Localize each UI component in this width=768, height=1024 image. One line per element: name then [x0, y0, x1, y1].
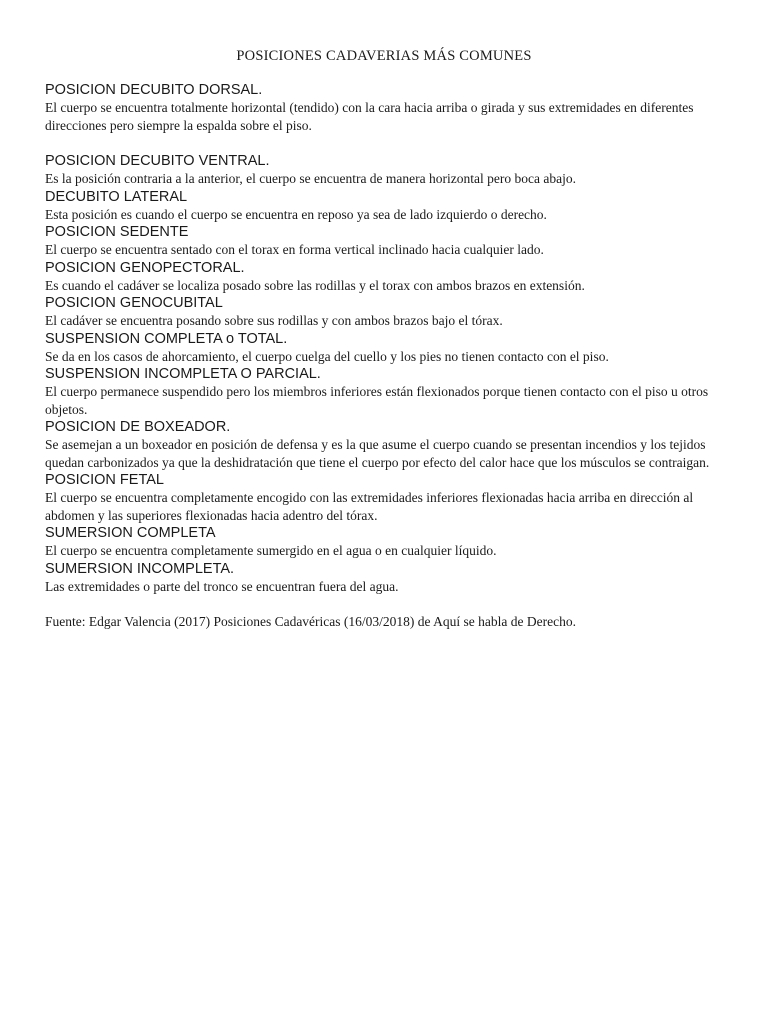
section-sumersion-incompleta: [45, 560, 730, 596]
section-heading: SUSPENSION COMPLETA o TOTAL.: [45, 330, 288, 347]
section-text: Es la posición contraria a la anterior, el cuerpo se encuentra de manera horizontal pero boca abajo.: [45, 171, 576, 186]
section-genopectoral: [45, 259, 730, 295]
section-boxeador: [45, 418, 730, 471]
section-heading: SUMERSION COMPLETA: [45, 525, 216, 541]
section-heading: POSICION FETAL: [45, 472, 164, 488]
document-body: [45, 81, 730, 631]
section-text: Es cuando el cadáver se localiza posado sobre las rodillas y el torax con ambos brazos en extensión.: [45, 277, 585, 293]
section-text: El cuerpo permanece suspendido pero los miembros inferiores están flexionados porque tienen contacto con el piso u otros objetos.: [45, 384, 709, 417]
section-text: El cuerpo se encuentra completamente sumergido en el agua o en cualquier líquido.: [45, 543, 497, 558]
section-text: Las extremidades o parte del tronco se encuentran fuera del agua.: [45, 578, 399, 594]
section-heading: POSICION DE BOXEADOR.: [45, 419, 231, 435]
section-heading: SUSPENSION INCOMPLETA O PARCIAL.: [45, 366, 321, 382]
section-heading: POSICION DECUBITO VENTRAL.: [45, 153, 270, 169]
section-heading: POSICION SEDENTE: [45, 224, 189, 240]
section-text: Se asemejan a un boxeador en posición de defensa y es la que asume el cuerpo cuando se presentan incendios y los tejidos quedan carbonizados ya que la deshidratación que tiene el cuerpo por efecto del calor hace que los músculos se contraigan.: [45, 437, 710, 470]
section-heading: POSICION DECUBITO DORSAL.: [45, 82, 263, 98]
section-sedente: [45, 223, 730, 259]
source-citation: Fuente: Edgar Valencia (2017) Posiciones Cadavéricas (16/03/2018) de Aquí se habla de Derecho.: [45, 614, 576, 629]
section-suspension-incompleta: [45, 365, 730, 418]
section-decubito-dorsal: [45, 81, 730, 134]
section-heading: DECUBITO LATERAL: [45, 188, 188, 205]
section-sumersion-completa: [45, 524, 730, 560]
section-heading: POSICION GENOCUBITAL: [45, 295, 223, 311]
section-fetal: [45, 471, 730, 524]
section-suspension-completa: [45, 330, 730, 366]
section-text: Esta posición es cuando el cuerpo se encuentra en reposo ya sea de lado izquierdo o derecho.: [45, 206, 547, 222]
section-heading: POSICION GENOPECTORAL.: [45, 259, 245, 276]
section-text: El cuerpo se encuentra completamente encogido con las extremidades inferiores flexionadas hacia arriba en dirección al abdomen y las superiores flexionadas hacia adentro del tórax.: [45, 490, 694, 523]
section-heading: SUMERSION INCOMPLETA.: [45, 560, 235, 577]
section-decubito-ventral: [45, 152, 730, 188]
section-text: El cuerpo se encuentra totalmente horizontal (tendido) con la cara hacia arriba o girada y sus extremidades en diferentes direcciones pero siempre la espalda sobre el piso.: [45, 100, 694, 133]
section-text: El cadáver se encuentra posando sobre sus rodillas y con ambos brazos bajo el tórax.: [45, 313, 503, 328]
document-title: POSICIONES CADAVERIAS MÁS COMUNES: [236, 48, 532, 64]
section-text: El cuerpo se encuentra sentado con el torax en forma vertical inclinado hacia cualquier lado.: [45, 242, 544, 257]
section-genocubital: [45, 294, 730, 330]
section-text: Se da en los casos de ahorcamiento, el cuerpo cuelga del cuello y los pies no tienen contacto con el piso.: [45, 348, 609, 364]
section-decubito-lateral: [45, 188, 730, 224]
